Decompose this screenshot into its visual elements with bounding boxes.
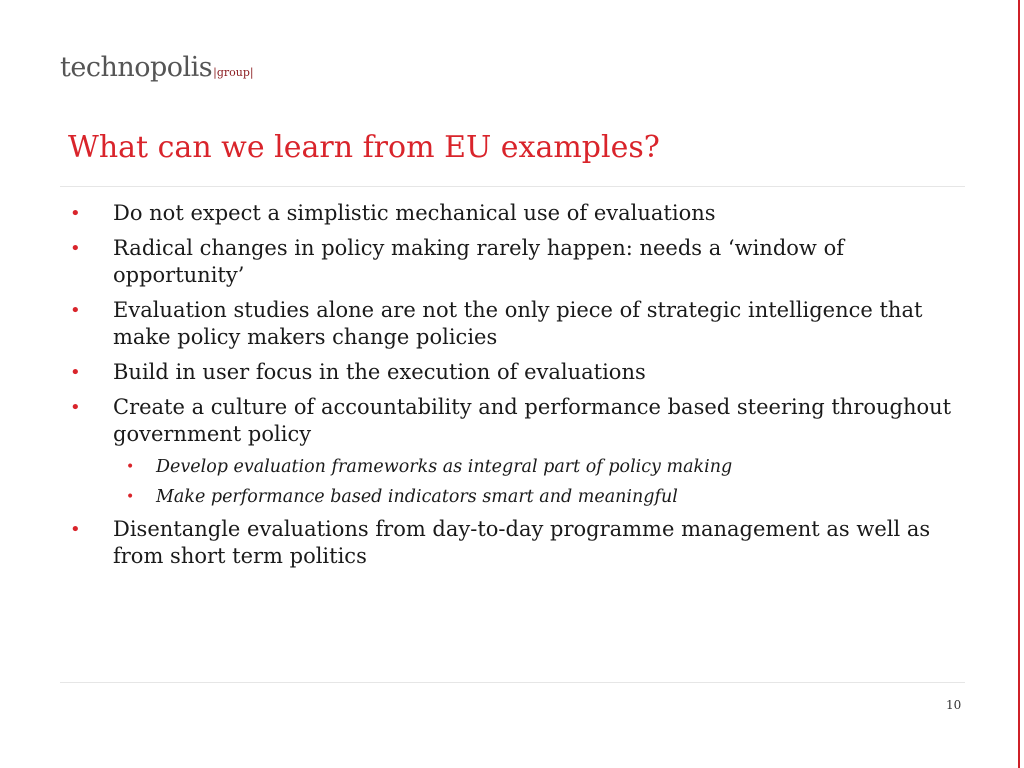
bullet-item: [70, 297, 960, 351]
bullet-list: [70, 200, 960, 578]
bullet-item: [70, 235, 960, 289]
bullet-item: [70, 516, 960, 570]
technopolis-logo: [60, 52, 254, 83]
bullet-text: Build in user focus in the execution of evaluations: [113, 360, 646, 384]
page-number: 10: [946, 698, 962, 712]
bullet-dot: •: [70, 519, 81, 540]
bullet-dot: •: [70, 238, 81, 259]
title-divider: [60, 186, 965, 187]
bullet-dot: •: [70, 362, 81, 383]
bullet-dot: •: [70, 300, 81, 321]
sub-bullet-item: [70, 456, 960, 479]
logo-wordmark: technopolis: [60, 52, 213, 83]
bullet-item: [70, 200, 960, 227]
sub-bullet-item: [70, 486, 960, 509]
bullet-text: Do not expect a simplistic mechanical use of evaluations: [113, 201, 716, 225]
bullet-text: Create a culture of accountability and performance based steering throughout government policy: [113, 395, 952, 446]
right-accent-rule: [1018, 0, 1020, 768]
sub-bullet-dot: •: [126, 489, 135, 505]
sub-bullet-text: Develop evaluation frameworks as integral part of policy making: [156, 457, 733, 477]
bullet-item: [70, 359, 960, 386]
sub-bullet-dot: •: [126, 459, 135, 475]
logo-group-tag: |group|: [213, 66, 254, 79]
bullet-dot: •: [70, 203, 81, 224]
sub-bullet-text: Make performance based indicators smart and meaningful: [156, 487, 678, 507]
slide-title: What can we learn from EU examples?: [68, 130, 660, 165]
bullet-text: Disentangle evaluations from day-to-day programme management as well as from short term politics: [113, 517, 931, 568]
bullet-dot: •: [70, 397, 81, 418]
bullet-text: Evaluation studies alone are not the only piece of strategic intelligence that make policy makers change policies: [113, 298, 923, 349]
footer-divider: [60, 682, 965, 683]
bullet-text: Radical changes in policy making rarely happen: needs a ‘window of opportunity’: [113, 236, 844, 287]
bullet-item: [70, 394, 960, 448]
